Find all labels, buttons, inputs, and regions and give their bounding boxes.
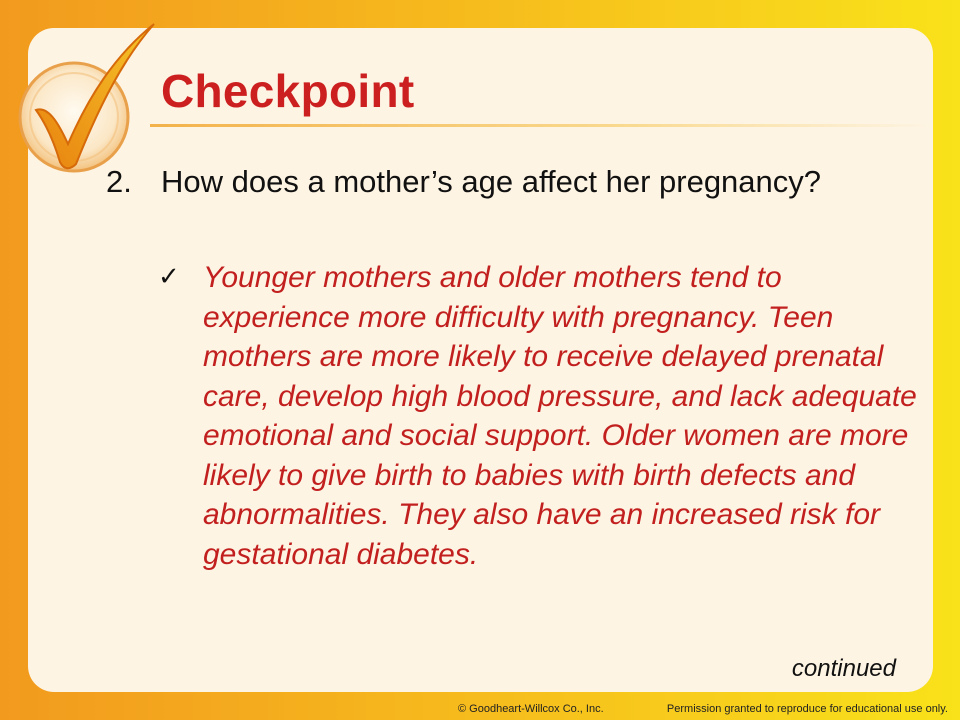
permission-text: Permission granted to reproduce for educational use only. — [666, 703, 948, 715]
copyright-text: © Goodheart-Willcox Co., Inc. — [458, 703, 604, 715]
title-divider — [150, 124, 933, 127]
question-number: 2. — [106, 164, 132, 199]
slide-title: Checkpoint — [161, 65, 415, 117]
question-text: How does a mother’s age affect her pregnancy? — [161, 164, 822, 199]
answer-text: Younger mothers and older mothers tend to experience more difficulty with pregnancy. Teen mothers are more likely to receive delayed prenatal care, develop high blood pressure, and lack adequate emotional and social support. Older women are more likely to give birth to babies with birth defects and abnormalities. They also have an increased risk for gestational diabetes. — [203, 261, 917, 571]
footer — [0, 700, 960, 720]
checkmark-badge-icon — [14, 12, 164, 182]
checkmark-icon: ✓ — [158, 262, 180, 292]
continued-label: continued — [791, 655, 896, 682]
